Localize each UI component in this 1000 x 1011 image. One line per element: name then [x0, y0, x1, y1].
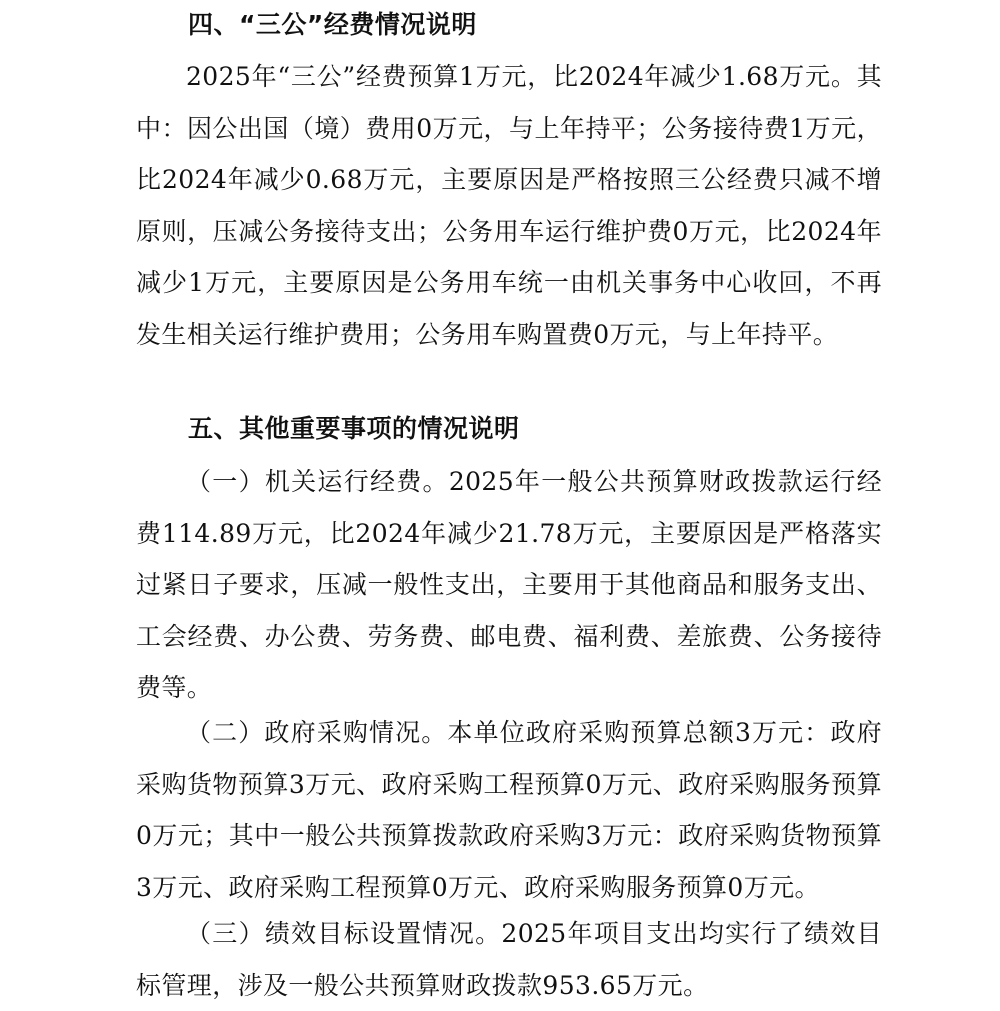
paragraph-operating-funds: （一）机关运行经费。2025年一般公共预算财政拨款运行经费114.89万元，比2024年减少21.78万元，主要原因是严格落实过紧日子要求，压减一般性支出，主要用于其他商品和服务支出、工会经费、办公费、劳务费、邮电费、福利费、差旅费、公务接待费等。 — [136, 467, 882, 702]
section-heading-sangong: 四、“三公”经费情况说明 — [188, 10, 477, 39]
paragraph-performance-targets: （三）绩效目标设置情况。2025年项目支出均实行了绩效目标管理，涉及一般公共预算财政拨款953.65万元。 — [136, 919, 882, 1000]
section-heading-other-matters: 五、其他重要事项的情况说明 — [188, 414, 520, 443]
paragraph-sangong-budget: 2025年“三公”经费预算1万元，比2024年减少1.68万元。其中：因公出国（境）费用0万元，与上年持平；公务接待费1万元，比2024年减少0.68万元，主要原因是严格按照三公经费只减不增原则，压减公务接待支出；公务用车运行维护费0万元，比2024年减少1万元，主要原因是公务用车统一由机关事务中心收回，不再发生相关运行维护费用；公务用车购置费0万元，与上年持平。 — [136, 62, 882, 349]
paragraph-government-procurement: （二）政府采购情况。本单位政府采购预算总额3万元：政府采购货物预算3万元、政府采购工程预算0万元、政府采购服务预算0万元；其中一般公共预算拨款政府采购3万元：政府采购货物预算3万元、政府采购工程预算0万元、政府采购服务预算0万元。 — [136, 718, 882, 902]
